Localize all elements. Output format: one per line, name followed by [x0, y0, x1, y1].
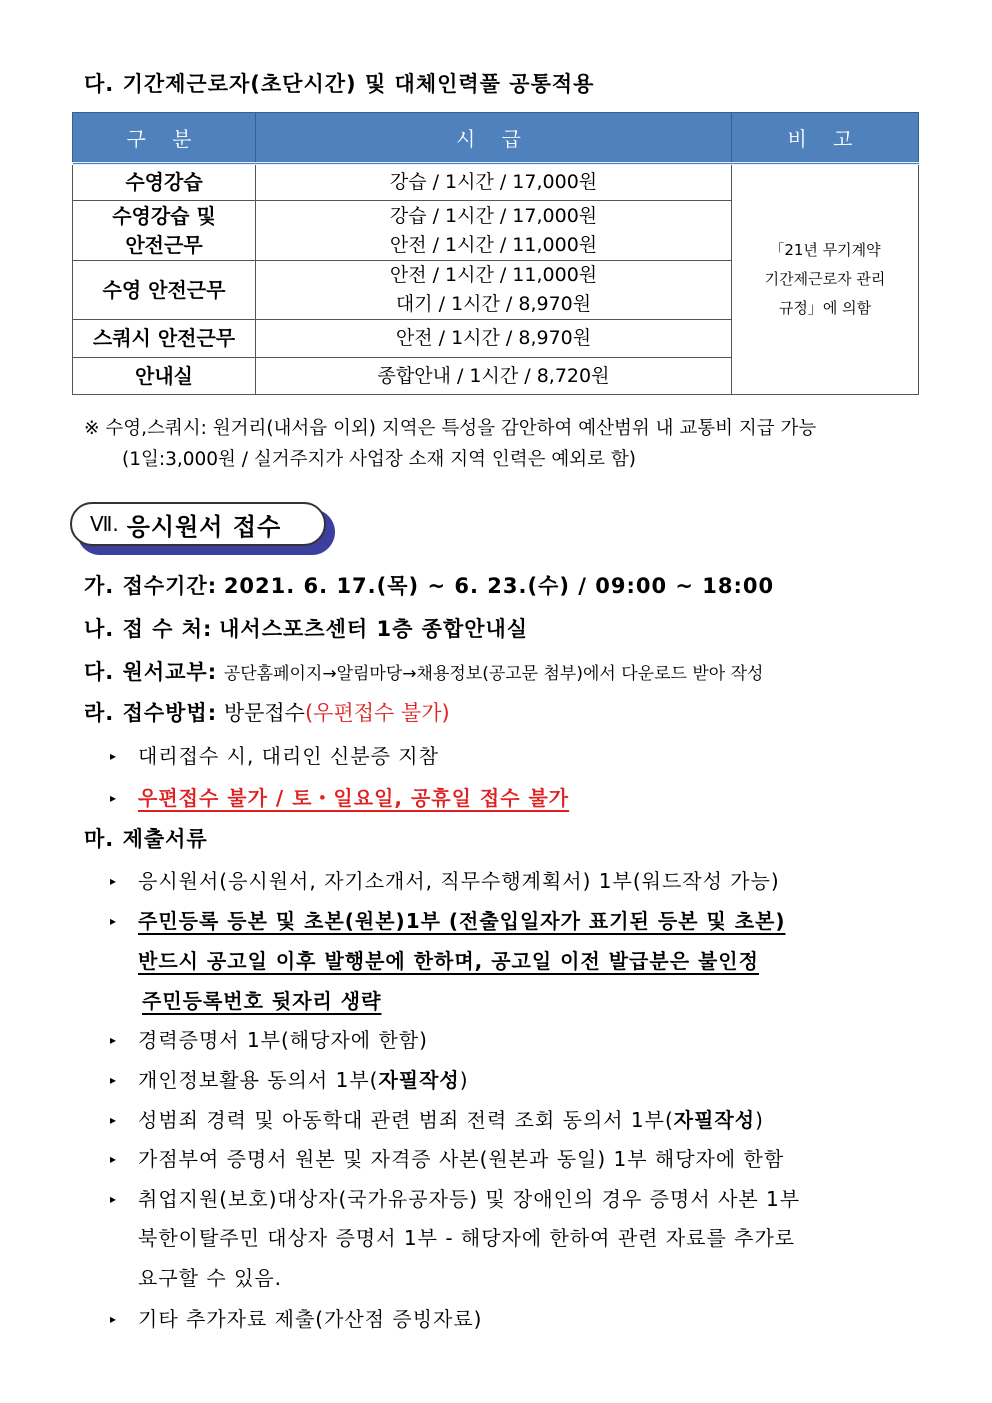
- table-row: [73, 164, 919, 201]
- list-item: [110, 740, 439, 769]
- heading-badge: [70, 502, 326, 546]
- item-label: 가. 접수기간:: [84, 574, 218, 598]
- list-item-continuation: 요구할 수 있음.: [138, 1266, 282, 1290]
- list-item: [110, 1104, 764, 1133]
- note-line: 기간제근로자 관리: [764, 270, 886, 288]
- bullet-icon: ▸: [110, 791, 118, 805]
- list-item-text: 주민등록 등본 및 초본(원본)1부 (전출입일자가 표기된 등본 및 초본): [138, 909, 786, 933]
- list-item-text: 대리접수 시, 대리인 신분증 지참: [138, 744, 439, 768]
- category-cell: 스쿼시 안전근무: [73, 320, 256, 358]
- item-value: 2021. 6. 17.(목) ~ 6. 23.(수) / 09:00 ~ 18:00: [223, 574, 775, 598]
- bullet-icon: ▸: [110, 1192, 118, 1206]
- list-item-continuation: 북한이탈주민 대상자 증명서 1부 - 해당자에 한하여 관련 자료를 추가로: [138, 1226, 796, 1250]
- list-item: [110, 905, 786, 934]
- item-application-place: [84, 613, 528, 643]
- bullet-icon: ▸: [110, 1312, 118, 1326]
- item-application-period: [84, 570, 774, 600]
- list-item-text: 개인정보활용 동의서 1부(: [138, 1068, 379, 1092]
- transport-footnote: [84, 413, 924, 475]
- note-line: 「21년 무기계약: [769, 241, 881, 259]
- list-item-text: 우편접수 불가 / 토・일요일, 공휴일 접수 불가: [138, 786, 570, 810]
- bullet-icon: ▸: [110, 1073, 118, 1087]
- category-line: 수영강습 및: [112, 203, 216, 228]
- list-item-text: 경력증명서 1부(해당자에 한함): [138, 1028, 428, 1052]
- footnote-line: (1일:3,000원 / 실거주지가 사업장 소재 지역 인력은 예외로 함): [122, 449, 636, 470]
- list-item: [110, 1143, 784, 1172]
- section-number: Ⅶ.: [90, 512, 119, 536]
- category-cell: 안내실: [73, 358, 256, 395]
- item-value: 내서스포츠센터 1층 종합안내실: [219, 617, 529, 641]
- note-line: 규정」에 의함: [778, 299, 872, 317]
- pay-rate-table: [72, 112, 919, 395]
- header-rate: 시 급: [256, 113, 732, 164]
- item-label: 마. 제출서류: [84, 827, 208, 851]
- section-da-title: 다. 기간제근로자(초단시간) 및 대체인력풀 공통적용: [84, 72, 595, 96]
- category-line: 안전근무: [125, 232, 203, 257]
- item-documents: [84, 823, 208, 853]
- item-application-method: [84, 697, 450, 727]
- rate-cell: 종합안내 / 1시간 / 8,720원: [256, 358, 732, 395]
- bullet-icon: ▸: [110, 1033, 118, 1047]
- category-cell: 수영 안전근무: [73, 261, 256, 320]
- rate-line: 안전 / 1시간 / 11,000원: [389, 264, 598, 286]
- list-item: [110, 782, 569, 811]
- list-item-emphasis: 자필작성: [378, 1068, 460, 1092]
- list-item: [110, 1183, 800, 1212]
- list-item-emphasis: 자필작성: [673, 1108, 756, 1132]
- note-cell: [732, 164, 919, 395]
- list-item: [110, 1303, 482, 1332]
- header-category: 구 분: [73, 113, 256, 164]
- rate-line: 대기 / 1시간 / 8,970원: [395, 293, 592, 315]
- rate-cell: 강습 / 1시간 / 17,000원: [256, 164, 732, 201]
- header-note: 비 고: [732, 113, 919, 164]
- section-title: 응시원서 접수: [126, 512, 282, 541]
- rate-cell: [256, 201, 732, 261]
- section7-heading: [70, 502, 338, 560]
- list-item-text: 기타 추가자료 제출(가산점 증빙자료): [138, 1307, 483, 1331]
- bullet-icon: ▸: [110, 749, 118, 763]
- list-item-text: 성범죄 경력 및 아동학대 관련 범죄 전력 조회 동의서 1부(: [138, 1108, 674, 1132]
- bullet-icon: ▸: [110, 914, 118, 928]
- list-item-text: 취업지원(보호)대상자(국가유공자등) 및 장애인의 경우 증명서 사본 1부: [138, 1187, 801, 1211]
- category-cell: [73, 201, 256, 261]
- item-value-warning: (우편접수 불가): [304, 701, 450, 725]
- bullet-icon: ▸: [110, 1113, 118, 1127]
- list-item: [110, 1064, 469, 1093]
- list-item: [110, 1024, 428, 1053]
- item-label: 라. 접수방법:: [84, 701, 218, 725]
- category-cell: 수영강습: [73, 164, 256, 201]
- list-item-continuation: 주민등록번호 뒷자리 생략: [142, 989, 382, 1013]
- list-item-text: 가점부여 증명서 원본 및 자격증 사본(원본과 동일) 1부 해당자에 한함: [138, 1147, 785, 1171]
- item-label: 나. 접 수 처:: [84, 617, 213, 641]
- rate-cell: [256, 261, 732, 320]
- list-item: [110, 865, 780, 894]
- table-header-row: [73, 113, 919, 164]
- rate-line: 강습 / 1시간 / 17,000원: [389, 204, 598, 227]
- list-item-text: ): [755, 1108, 764, 1132]
- rate-cell: 안전 / 1시간 / 8,970원: [256, 320, 732, 358]
- item-value: 공단홈페이지→알림마당→채용정보(공고문 첨부)에서 다운로드 받아 작성: [223, 664, 764, 684]
- item-label: 다. 원서교부:: [84, 660, 218, 684]
- list-item-text: ): [459, 1068, 469, 1092]
- item-value: 방문접수: [223, 701, 305, 725]
- list-item-text: 응시원서(응시원서, 자기소개서, 직무수행계획서) 1부(워드작성 가능): [138, 869, 780, 893]
- rate-line: 안전 / 1시간 / 11,000원: [389, 233, 598, 256]
- bullet-icon: ▸: [110, 874, 118, 888]
- bullet-icon: ▸: [110, 1152, 118, 1166]
- list-item-continuation: 반드시 공고일 이후 발행분에 한하며, 공고일 이전 발급분은 불인정: [138, 949, 759, 973]
- item-form-distribution: [84, 656, 763, 686]
- footnote-line: ※ 수영,스쿼시: 원거리(내서읍 이외) 지역은 특성을 감안하여 예산범위 내 교통비 지급 가능: [84, 418, 817, 439]
